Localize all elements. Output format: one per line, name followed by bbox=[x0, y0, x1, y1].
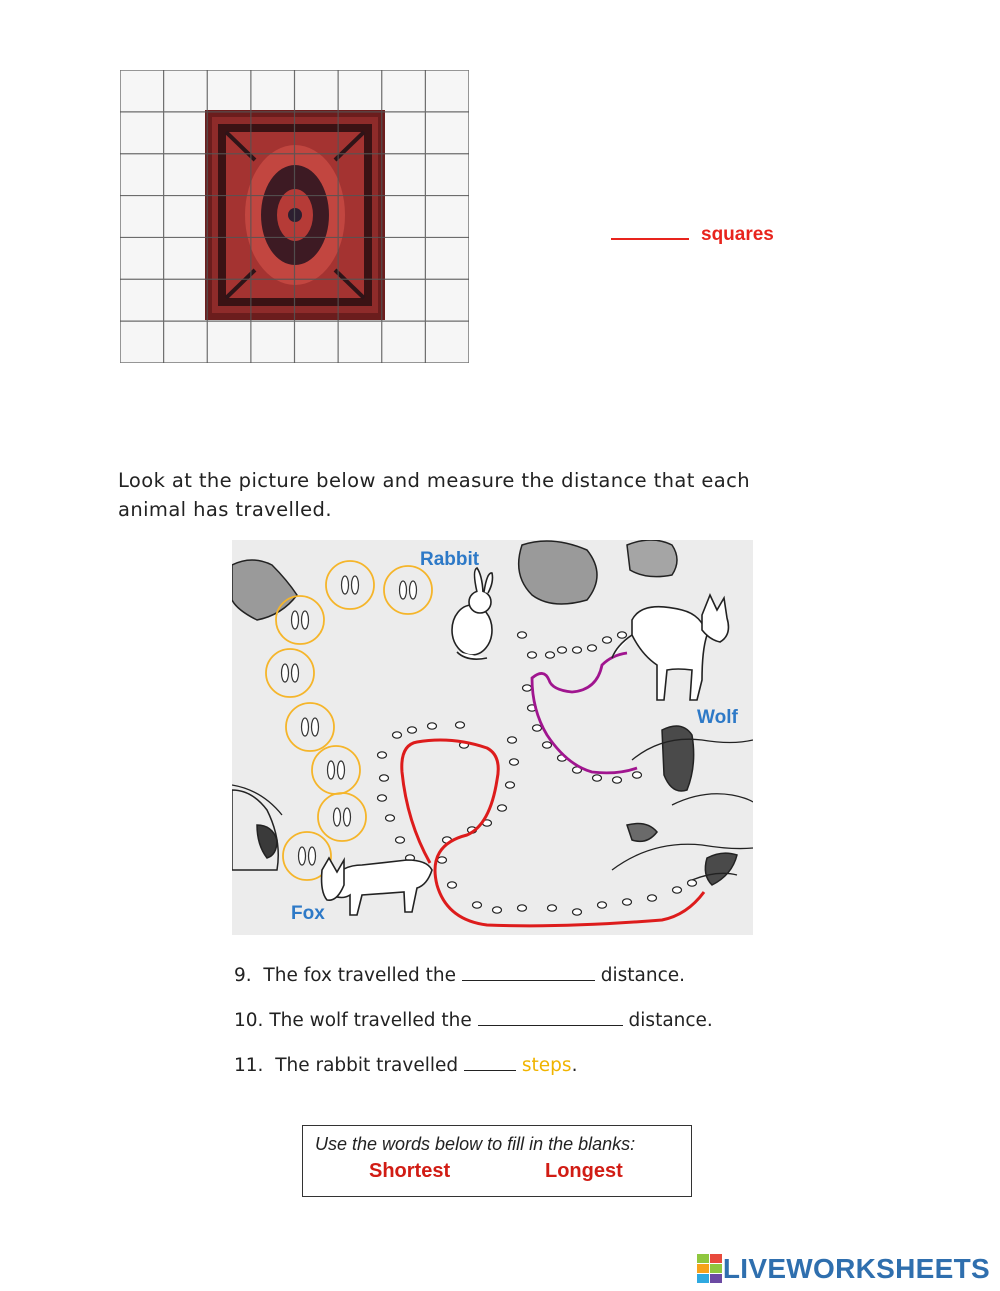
rabbit-track-circle bbox=[266, 649, 314, 697]
paw-print bbox=[598, 902, 607, 908]
paw-print bbox=[473, 902, 482, 908]
question-10 bbox=[234, 1009, 713, 1031]
paw-print bbox=[386, 815, 395, 821]
question-number: 9. bbox=[234, 965, 252, 986]
paw-print bbox=[558, 647, 567, 653]
rabbit-footprint bbox=[344, 808, 351, 826]
question-text: The rabbit travelled bbox=[275, 1055, 459, 1076]
paw-print bbox=[448, 882, 457, 888]
animal-tracks-map bbox=[232, 540, 753, 935]
wolf-answer-blank[interactable] bbox=[478, 1009, 623, 1026]
paw-print bbox=[518, 632, 527, 638]
wolf-icon bbox=[612, 595, 728, 700]
fox-label: Fox bbox=[291, 903, 325, 924]
rabbit-track-circle bbox=[312, 746, 360, 794]
rabbit-footprint bbox=[299, 847, 306, 865]
paw-print bbox=[528, 652, 537, 658]
paw-print bbox=[438, 857, 447, 863]
rabbit-track-circle bbox=[384, 566, 432, 614]
paw-print bbox=[543, 742, 552, 748]
rabbit-footprint bbox=[292, 611, 299, 629]
paw-print bbox=[508, 737, 517, 743]
paw-print bbox=[546, 652, 555, 658]
paw-print bbox=[573, 647, 582, 653]
rabbit-track-circle bbox=[276, 596, 324, 644]
squares-answer-blank[interactable] bbox=[611, 222, 689, 240]
question-text-end: distance. bbox=[628, 1010, 713, 1031]
rabbit-footprint bbox=[282, 664, 289, 682]
paw-print bbox=[506, 782, 515, 788]
question-text-end: distance. bbox=[600, 965, 686, 986]
word-longest: Longest bbox=[545, 1160, 623, 1182]
squares-unit: squares bbox=[701, 224, 774, 245]
rabbit-footprint bbox=[334, 808, 341, 826]
question-text: The wolf travelled the bbox=[269, 1010, 472, 1031]
question-number: 10. bbox=[234, 1010, 264, 1031]
rabbit-footprint bbox=[338, 761, 345, 779]
steps-word: steps bbox=[521, 1055, 572, 1076]
fox-answer-blank[interactable] bbox=[462, 964, 595, 981]
brand-name: LIVEWORKSHEETS bbox=[722, 1253, 990, 1284]
word-bank-box bbox=[302, 1125, 692, 1197]
rabbit-icon bbox=[452, 568, 493, 659]
wolf-path bbox=[532, 653, 637, 773]
rug-grid-image bbox=[120, 70, 469, 363]
fox-icon bbox=[322, 858, 432, 915]
rabbit-footprint bbox=[292, 664, 299, 682]
paw-print bbox=[510, 759, 519, 765]
rabbit-track-circles bbox=[266, 561, 432, 880]
rabbit-footprint bbox=[302, 611, 309, 629]
brand-logo bbox=[697, 1252, 990, 1286]
paw-print bbox=[548, 905, 557, 911]
paw-print bbox=[603, 637, 612, 643]
paw-print bbox=[523, 685, 532, 691]
paw-print bbox=[378, 795, 387, 801]
paw-print bbox=[648, 895, 657, 901]
rabbit-footprint bbox=[302, 718, 309, 736]
paw-print bbox=[673, 887, 682, 893]
rabbit-label: Rabbit bbox=[420, 549, 480, 570]
paw-print bbox=[533, 725, 542, 731]
paw-print bbox=[613, 777, 622, 783]
paw-print bbox=[623, 899, 632, 905]
paw-print bbox=[380, 775, 389, 781]
squares-answer bbox=[611, 222, 774, 246]
question-9 bbox=[234, 964, 685, 986]
paw-print bbox=[518, 905, 527, 911]
rabbit-footprint bbox=[312, 718, 319, 736]
paw-print bbox=[493, 907, 502, 913]
paw-print bbox=[456, 722, 465, 728]
instructions-line-1: Look at the picture below and measure the distance that each bbox=[118, 469, 751, 492]
question-text-end: . bbox=[571, 1055, 578, 1076]
fox-path bbox=[402, 740, 704, 926]
rabbit-track-circle bbox=[318, 793, 366, 841]
rabbit-track-circle bbox=[326, 561, 374, 609]
rabbit-footprint bbox=[309, 847, 316, 865]
rabbit-footprint bbox=[410, 581, 417, 599]
question-text: The fox travelled the bbox=[263, 965, 456, 986]
rabbit-footprint bbox=[342, 576, 349, 594]
paw-print bbox=[396, 837, 405, 843]
question-11 bbox=[234, 1054, 577, 1076]
rabbit-track-circle bbox=[286, 703, 334, 751]
instructions-line-2: animal has travelled. bbox=[118, 498, 332, 521]
rabbit-footprint bbox=[352, 576, 359, 594]
paw-print bbox=[378, 752, 387, 758]
word-bank-prompt: Use the words below to fill in the blanks: bbox=[315, 1134, 636, 1154]
paw-print bbox=[688, 880, 697, 886]
paw-print bbox=[588, 645, 597, 651]
instructions bbox=[118, 466, 878, 524]
paw-print bbox=[573, 909, 582, 915]
tracks-illustration bbox=[232, 540, 753, 935]
liveworksheets-logo-icon bbox=[697, 1254, 723, 1284]
paw-print bbox=[428, 723, 437, 729]
paw-print bbox=[498, 805, 507, 811]
rabbit-footprint bbox=[400, 581, 407, 599]
paw-print bbox=[633, 772, 642, 778]
paw-print bbox=[393, 732, 402, 738]
word-shortest: Shortest bbox=[369, 1160, 451, 1182]
rabbit-footprint bbox=[328, 761, 335, 779]
rabbit-answer-blank[interactable] bbox=[464, 1054, 516, 1071]
paw-print bbox=[593, 775, 602, 781]
paw-print bbox=[618, 632, 627, 638]
question-number: 11. bbox=[234, 1055, 264, 1076]
wolf-label: Wolf bbox=[697, 707, 738, 728]
paw-print bbox=[408, 727, 417, 733]
